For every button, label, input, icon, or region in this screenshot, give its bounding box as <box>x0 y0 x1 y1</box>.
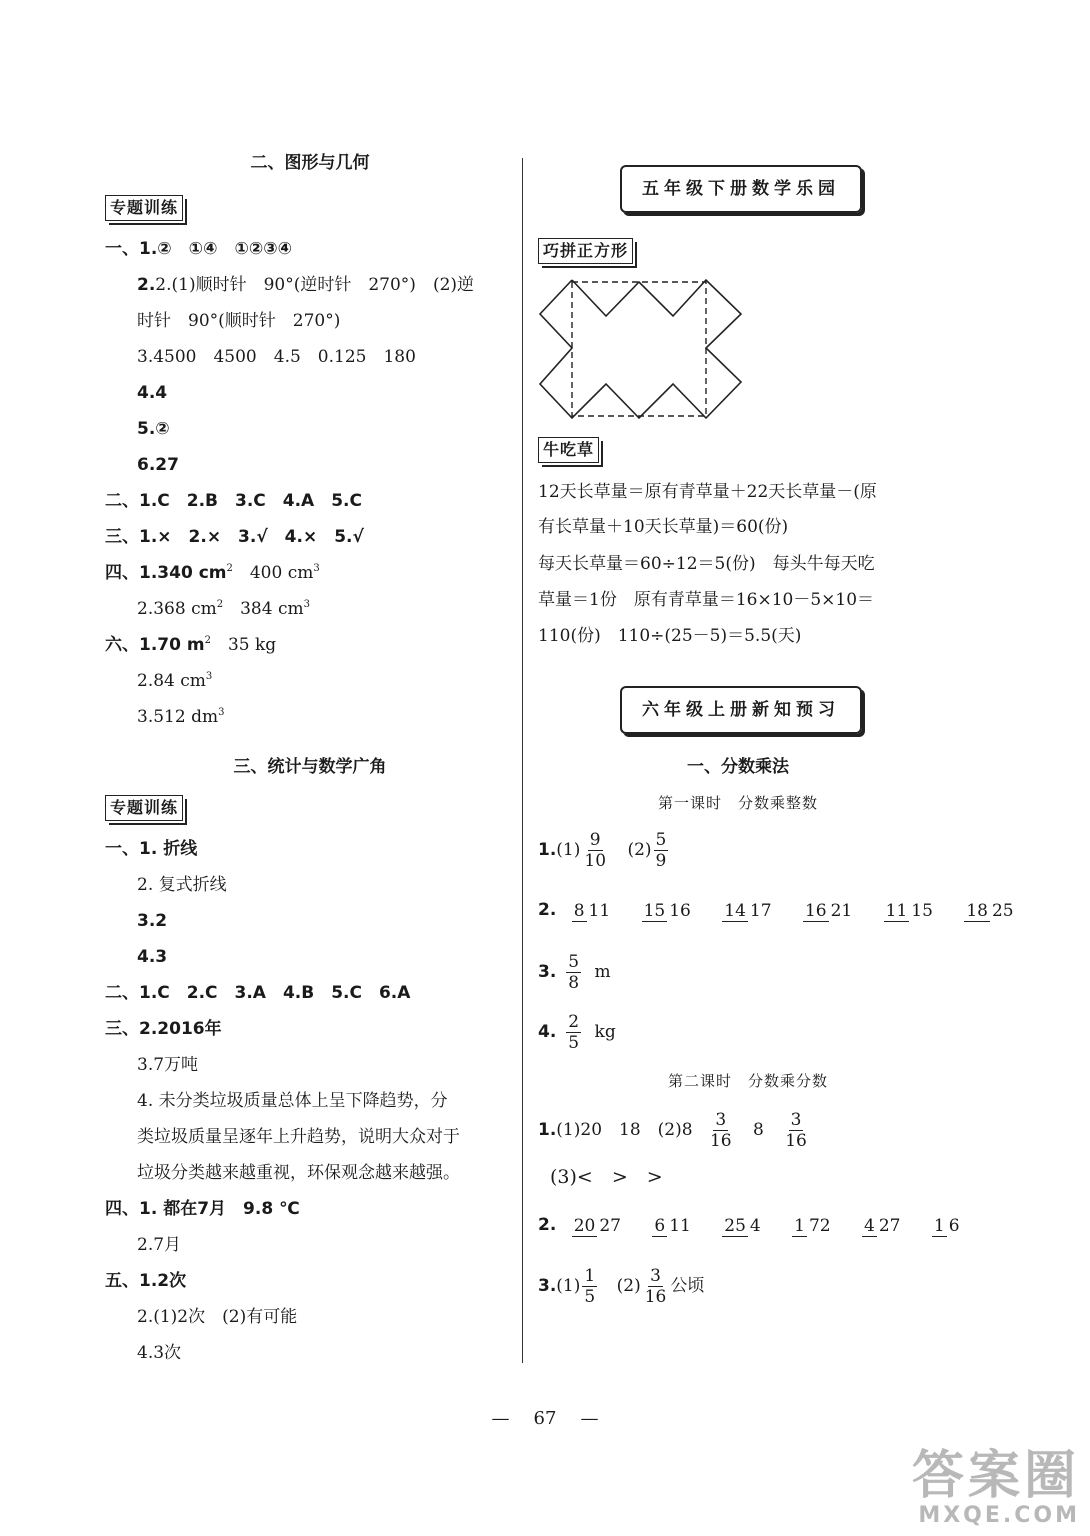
answer-line: 2. 复式折线 <box>137 875 227 895</box>
answer-line: 类垃圾质量呈逐年上升趋势，说明大众对于 <box>137 1127 460 1147</box>
numerator: 20 <box>573 1215 596 1236</box>
superscript: 3 <box>303 599 310 610</box>
denominator: 5 <box>568 1033 580 1053</box>
answer-text: 8 <box>753 1120 764 1140</box>
square-puzzle-figure <box>538 278 748 420</box>
denominator: 16 <box>644 1287 667 1307</box>
unit: 公顷 <box>670 1276 705 1296</box>
denominator: 9 <box>655 851 667 871</box>
answer-text: 35 kg <box>210 635 277 655</box>
superscript: 3 <box>218 707 225 718</box>
numerator: 1 <box>584 1266 596 1286</box>
lesson1-q3 <box>538 952 611 993</box>
denominator: 5 <box>584 1287 596 1307</box>
denominator: 72 <box>808 1215 831 1236</box>
answer-text: 六、1.70 m <box>105 635 205 655</box>
fraction <box>652 1216 692 1236</box>
denominator: 21 <box>830 900 853 921</box>
fraction <box>964 901 1015 921</box>
superscript: 3 <box>205 671 213 682</box>
watermark-url: MXQE.COM <box>918 1503 1080 1528</box>
numerator: 16 <box>804 900 827 921</box>
denominator: 16 <box>669 900 691 921</box>
numerator: 8 <box>573 900 585 921</box>
superscript: 2 <box>216 599 224 610</box>
answer-line <box>137 670 212 692</box>
answer-line: 时针 90°(顺时针 270°) <box>137 311 341 331</box>
numerator: 18 <box>966 900 988 921</box>
numerator: 25 <box>724 1215 746 1236</box>
numerator: 3 <box>790 1110 802 1130</box>
numerator: 9 <box>589 830 601 850</box>
cow-line: 草量＝1份 原有青草量＝16×10－5×10＝ <box>538 590 875 610</box>
lesson1-q4 <box>538 1012 616 1053</box>
answer-line: 四、1. 都在7月 9.8 ℃ <box>105 1199 300 1219</box>
answer-line <box>137 706 224 728</box>
column-divider <box>522 158 523 1363</box>
tag-square-puzzle: 巧拼正方形 <box>538 238 633 264</box>
numerator: 3 <box>650 1266 661 1286</box>
answer-line: 二、1.C 2.B 3.C 4.A 5.C <box>105 491 362 511</box>
section-title-geometry: 二、图形与几何 <box>250 153 370 173</box>
answer-line: 垃圾分类越来越重视，环保观念越来越强。 <box>137 1163 460 1183</box>
fraction <box>884 901 935 921</box>
superscript: 2 <box>226 563 233 574</box>
part-label: (1) <box>556 1276 581 1296</box>
denominator: 15 <box>911 900 933 921</box>
answer-text: 3.512 dm <box>137 707 219 727</box>
tag-cow-eats-grass: 牛吃草 <box>538 437 599 463</box>
cow-line: 110(份) 110÷(25－5)＝5.5(天) <box>538 626 802 646</box>
unit: m <box>594 962 611 982</box>
answer-line: 4. 未分类垃圾质量总体上呈下降趋势，分 <box>137 1091 448 1111</box>
denominator: 11 <box>588 900 611 921</box>
question-number: 1. <box>538 840 557 860</box>
fraction <box>783 1110 809 1151</box>
denominator: 25 <box>991 900 1014 921</box>
numerator: 5 <box>655 830 667 850</box>
numerator: 11 <box>885 900 908 921</box>
answer-text: 2.368 cm <box>137 599 217 619</box>
puzzle-outline <box>540 280 741 418</box>
fraction <box>803 901 854 921</box>
denominator: 27 <box>878 1215 901 1236</box>
denominator: 27 <box>599 1215 621 1236</box>
part-label: (2) <box>627 840 652 860</box>
answer-line <box>105 634 276 656</box>
watermark-logo-text: 答案圈 <box>911 1446 1080 1506</box>
page-dash: — <box>580 1408 599 1429</box>
section-title-statistics: 三、统计与数学广角 <box>233 757 387 777</box>
answer-line: 三、2.2016年 <box>105 1019 222 1039</box>
tag-topic-training-1: 专题训练 <box>105 195 183 221</box>
lesson1-title: 第一课时 分数乘整数 <box>657 794 818 812</box>
answer-line <box>137 598 310 620</box>
answer-line: 4.3次 <box>137 1343 182 1363</box>
fraction <box>722 901 773 921</box>
numerator: 1 <box>933 1215 945 1236</box>
fraction <box>566 952 581 993</box>
numerator: 6 <box>654 1215 666 1236</box>
answer-text: 400 cm <box>232 563 314 583</box>
superscript: 3 <box>313 563 320 574</box>
answer-line: 3.4500 4500 4.5 0.125 180 <box>137 347 416 367</box>
answer-line: 5.② <box>137 419 170 439</box>
denominator: 16 <box>785 1131 807 1151</box>
numerator: 4 <box>864 1215 875 1236</box>
denominator: 11 <box>669 1215 691 1236</box>
denominator: 6 <box>948 1215 960 1236</box>
denominator: 17 <box>749 900 772 921</box>
question-number: 4. <box>538 1022 557 1042</box>
page-number <box>0 1408 1090 1429</box>
answer-line: 一、1.② ①④ ①②③④ <box>105 239 293 259</box>
fraction <box>862 1216 902 1236</box>
page-number-text: 67 <box>533 1408 557 1429</box>
answer-line: 三、1.× 2.× 3.√ 4.× 5.√ <box>105 527 364 547</box>
fraction <box>572 1216 623 1236</box>
tag-topic-training-2: 专题训练 <box>105 795 183 821</box>
question-number: 3. <box>538 962 557 982</box>
answer-line: 五、1.2次 <box>105 1271 187 1291</box>
fraction <box>654 830 669 871</box>
fraction <box>722 1216 762 1236</box>
denominator: 16 <box>709 1131 732 1151</box>
answer-line: 3.2 <box>137 911 168 931</box>
fraction <box>643 1266 669 1307</box>
fraction <box>582 830 608 871</box>
part-label: (1) <box>556 840 581 860</box>
fraction <box>572 901 612 921</box>
numerator: 5 <box>568 952 580 972</box>
answer-line <box>105 562 320 584</box>
cow-line: 每天长草量＝60÷12＝5(份) 每头牛每天吃 <box>538 554 875 574</box>
answer-line: 3.7万吨 <box>137 1055 199 1075</box>
answer-line: 4.4 <box>137 383 168 403</box>
answer-text: 2.(1)顺时针 90°(逆时针 270°) (2)逆 <box>155 275 475 295</box>
lesson1-q2 <box>538 890 1038 930</box>
numerator: 14 <box>724 900 746 921</box>
banner-grade5-math-park: 五年级下册数学乐园 <box>620 165 862 213</box>
fraction <box>642 901 693 921</box>
denominator: 4 <box>749 1215 761 1236</box>
answer-text: (1)20 18 (2)8 <box>556 1120 693 1140</box>
cow-line: 有长草量＋10天长草量)＝60(份) <box>538 517 789 537</box>
page-dash: — <box>491 1408 510 1429</box>
answer-line: 2.7月 <box>137 1235 182 1255</box>
fraction <box>582 1266 597 1307</box>
denominator: 10 <box>584 851 607 871</box>
question-number: 1. <box>538 1120 557 1140</box>
unit: kg <box>594 1022 616 1042</box>
answer-text: 384 cm <box>223 599 304 619</box>
fraction <box>932 1216 962 1236</box>
unit-title: 一、分数乘法 <box>687 757 789 777</box>
denominator: 8 <box>568 973 580 993</box>
numerator: 15 <box>643 900 666 921</box>
numerator: 1 <box>794 1215 805 1236</box>
part-label: (2) <box>616 1276 641 1296</box>
lesson1-q1 <box>538 830 670 871</box>
answer-text: 四、1.340 cm <box>105 563 227 583</box>
answer-line: 2.2.(1)顺时针 90°(逆时针 270°) (2)逆 <box>137 275 475 295</box>
answer-text: 2.84 cm <box>137 671 206 691</box>
question-number: 3. <box>538 1276 557 1296</box>
fraction <box>792 1216 832 1236</box>
numerator: 2 <box>568 1012 580 1032</box>
question-number: 2. <box>538 1215 557 1235</box>
lesson2-title: 第二课时 分数乘分数 <box>667 1072 828 1090</box>
answer-line: 2.(1)2次 (2)有可能 <box>137 1307 298 1327</box>
answer-line: 二、1.C 2.C 3.A 4.B 5.C 6.A <box>105 983 411 1003</box>
answer-line: 4.3 <box>137 947 168 967</box>
banner-grade6-preview: 六年级上册新知预习 <box>620 686 862 734</box>
question-number: 2. <box>538 900 557 920</box>
watermark <box>911 1446 1080 1528</box>
answer-line: 一、1. 折线 <box>105 839 198 859</box>
lesson2-q1 <box>538 1110 811 1151</box>
superscript: 2 <box>204 635 211 646</box>
lesson2-q3 <box>538 1266 704 1307</box>
numerator: 3 <box>715 1110 727 1130</box>
fraction <box>566 1012 581 1053</box>
lesson2-q1-part3: (3)< > > <box>550 1166 663 1188</box>
lesson2-q2 <box>538 1205 984 1245</box>
cow-line: 12天长草量＝原有青草量＋22天长草量－(原 <box>538 482 877 502</box>
answer-line: 6.27 <box>137 455 179 475</box>
fraction <box>708 1110 734 1151</box>
